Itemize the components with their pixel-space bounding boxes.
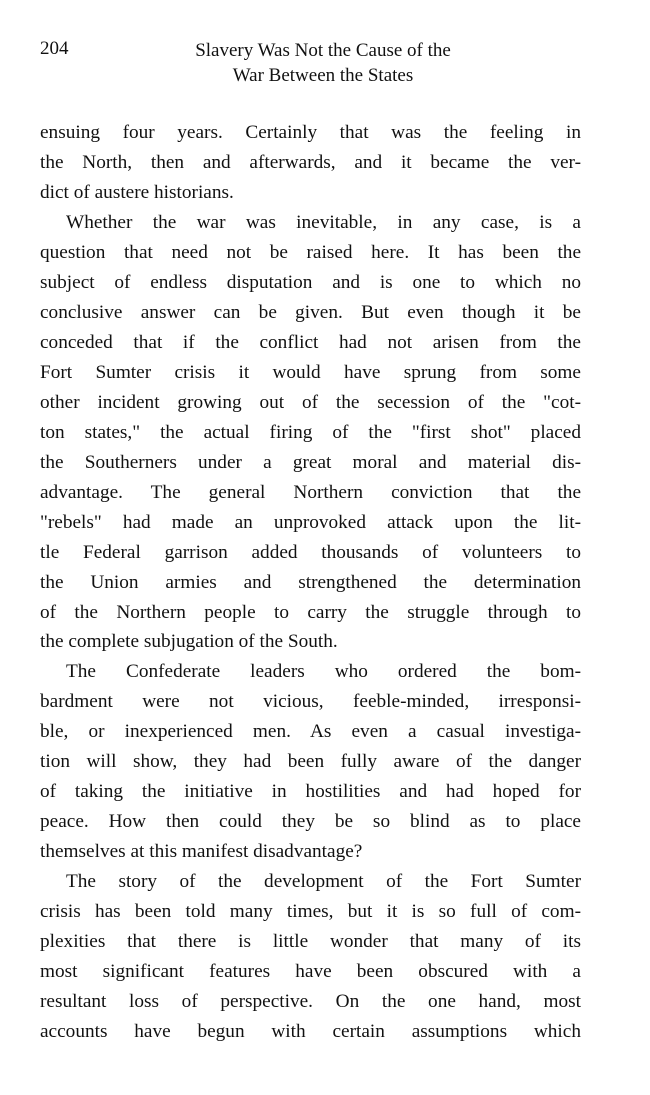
text-line: tle Federal garrison added thousands of volunteers to	[40, 541, 581, 563]
text-line: conclusive answer can be given. But even though it be	[40, 301, 581, 323]
text-line: Fort Sumter crisis it would have sprung from some	[40, 361, 581, 383]
text-line: The Confederate leaders who ordered the bom-	[66, 661, 581, 683]
text-line: "rebels" had made an unprovoked attack upon the lit-	[40, 511, 581, 533]
text-line: the complete subjugation of the South.	[40, 631, 338, 653]
text-line: The story of the development of the Fort Sumter	[66, 871, 581, 893]
text-line: bardment were not vicious, feeble-minded, irresponsi-	[40, 691, 581, 713]
text-line: resultant loss of perspective. On the one hand, most	[40, 991, 581, 1013]
title-line-1: Slavery Was Not the Cause of the	[195, 40, 451, 61]
text-line: the North, then and afterwards, and it became the ver-	[40, 151, 581, 173]
text-line: peace. How then could they be so blind as to place	[40, 811, 581, 833]
text-line: the Southerners under a great moral and material dis-	[40, 451, 581, 473]
text-line: conceded that if the conflict had not arisen from the	[40, 331, 581, 353]
text-line: plexities that there is little wonder that many of its	[40, 931, 581, 953]
text-line: dict of austere historians.	[40, 181, 234, 203]
page-number: 204	[40, 38, 69, 59]
text-line: the Union armies and strengthened the determination	[40, 571, 581, 593]
text-line: accounts have begun with certain assumptions which	[40, 1021, 581, 1043]
text-line: ensuing four years. Certainly that was the feeling in	[40, 122, 581, 143]
text-line: themselves at this manifest disadvantage?	[40, 841, 363, 863]
text-line: of taking the initiative in hostilities and had hoped for	[40, 781, 581, 803]
title-line-2: War Between the States	[232, 65, 414, 86]
text-line: crisis has been told many times, but it is so full of com-	[40, 901, 581, 923]
running-header-title	[128, 38, 518, 88]
text-line: Whether the war was inevitable, in any case, is a	[66, 211, 581, 233]
text-line: ble, or inexperienced men. As even a casual investiga-	[40, 721, 581, 743]
text-line: advantage. The general Northern conviction that the	[40, 481, 581, 503]
text-line: question that need not be raised here. It has been the	[40, 241, 581, 263]
text-line: most significant features have been obscured with a	[40, 961, 581, 983]
text-line: other incident growing out of the secession of the "cot-	[40, 391, 581, 413]
text-line: subject of endless disputation and is one to which no	[40, 271, 581, 293]
text-line: tion will show, they had been fully aware of the danger	[40, 751, 581, 773]
text-line: ton states," the actual firing of the "first shot" placed	[40, 421, 581, 443]
text-line: of the Northern people to carry the struggle through to	[40, 601, 581, 623]
body-text	[40, 118, 581, 1047]
